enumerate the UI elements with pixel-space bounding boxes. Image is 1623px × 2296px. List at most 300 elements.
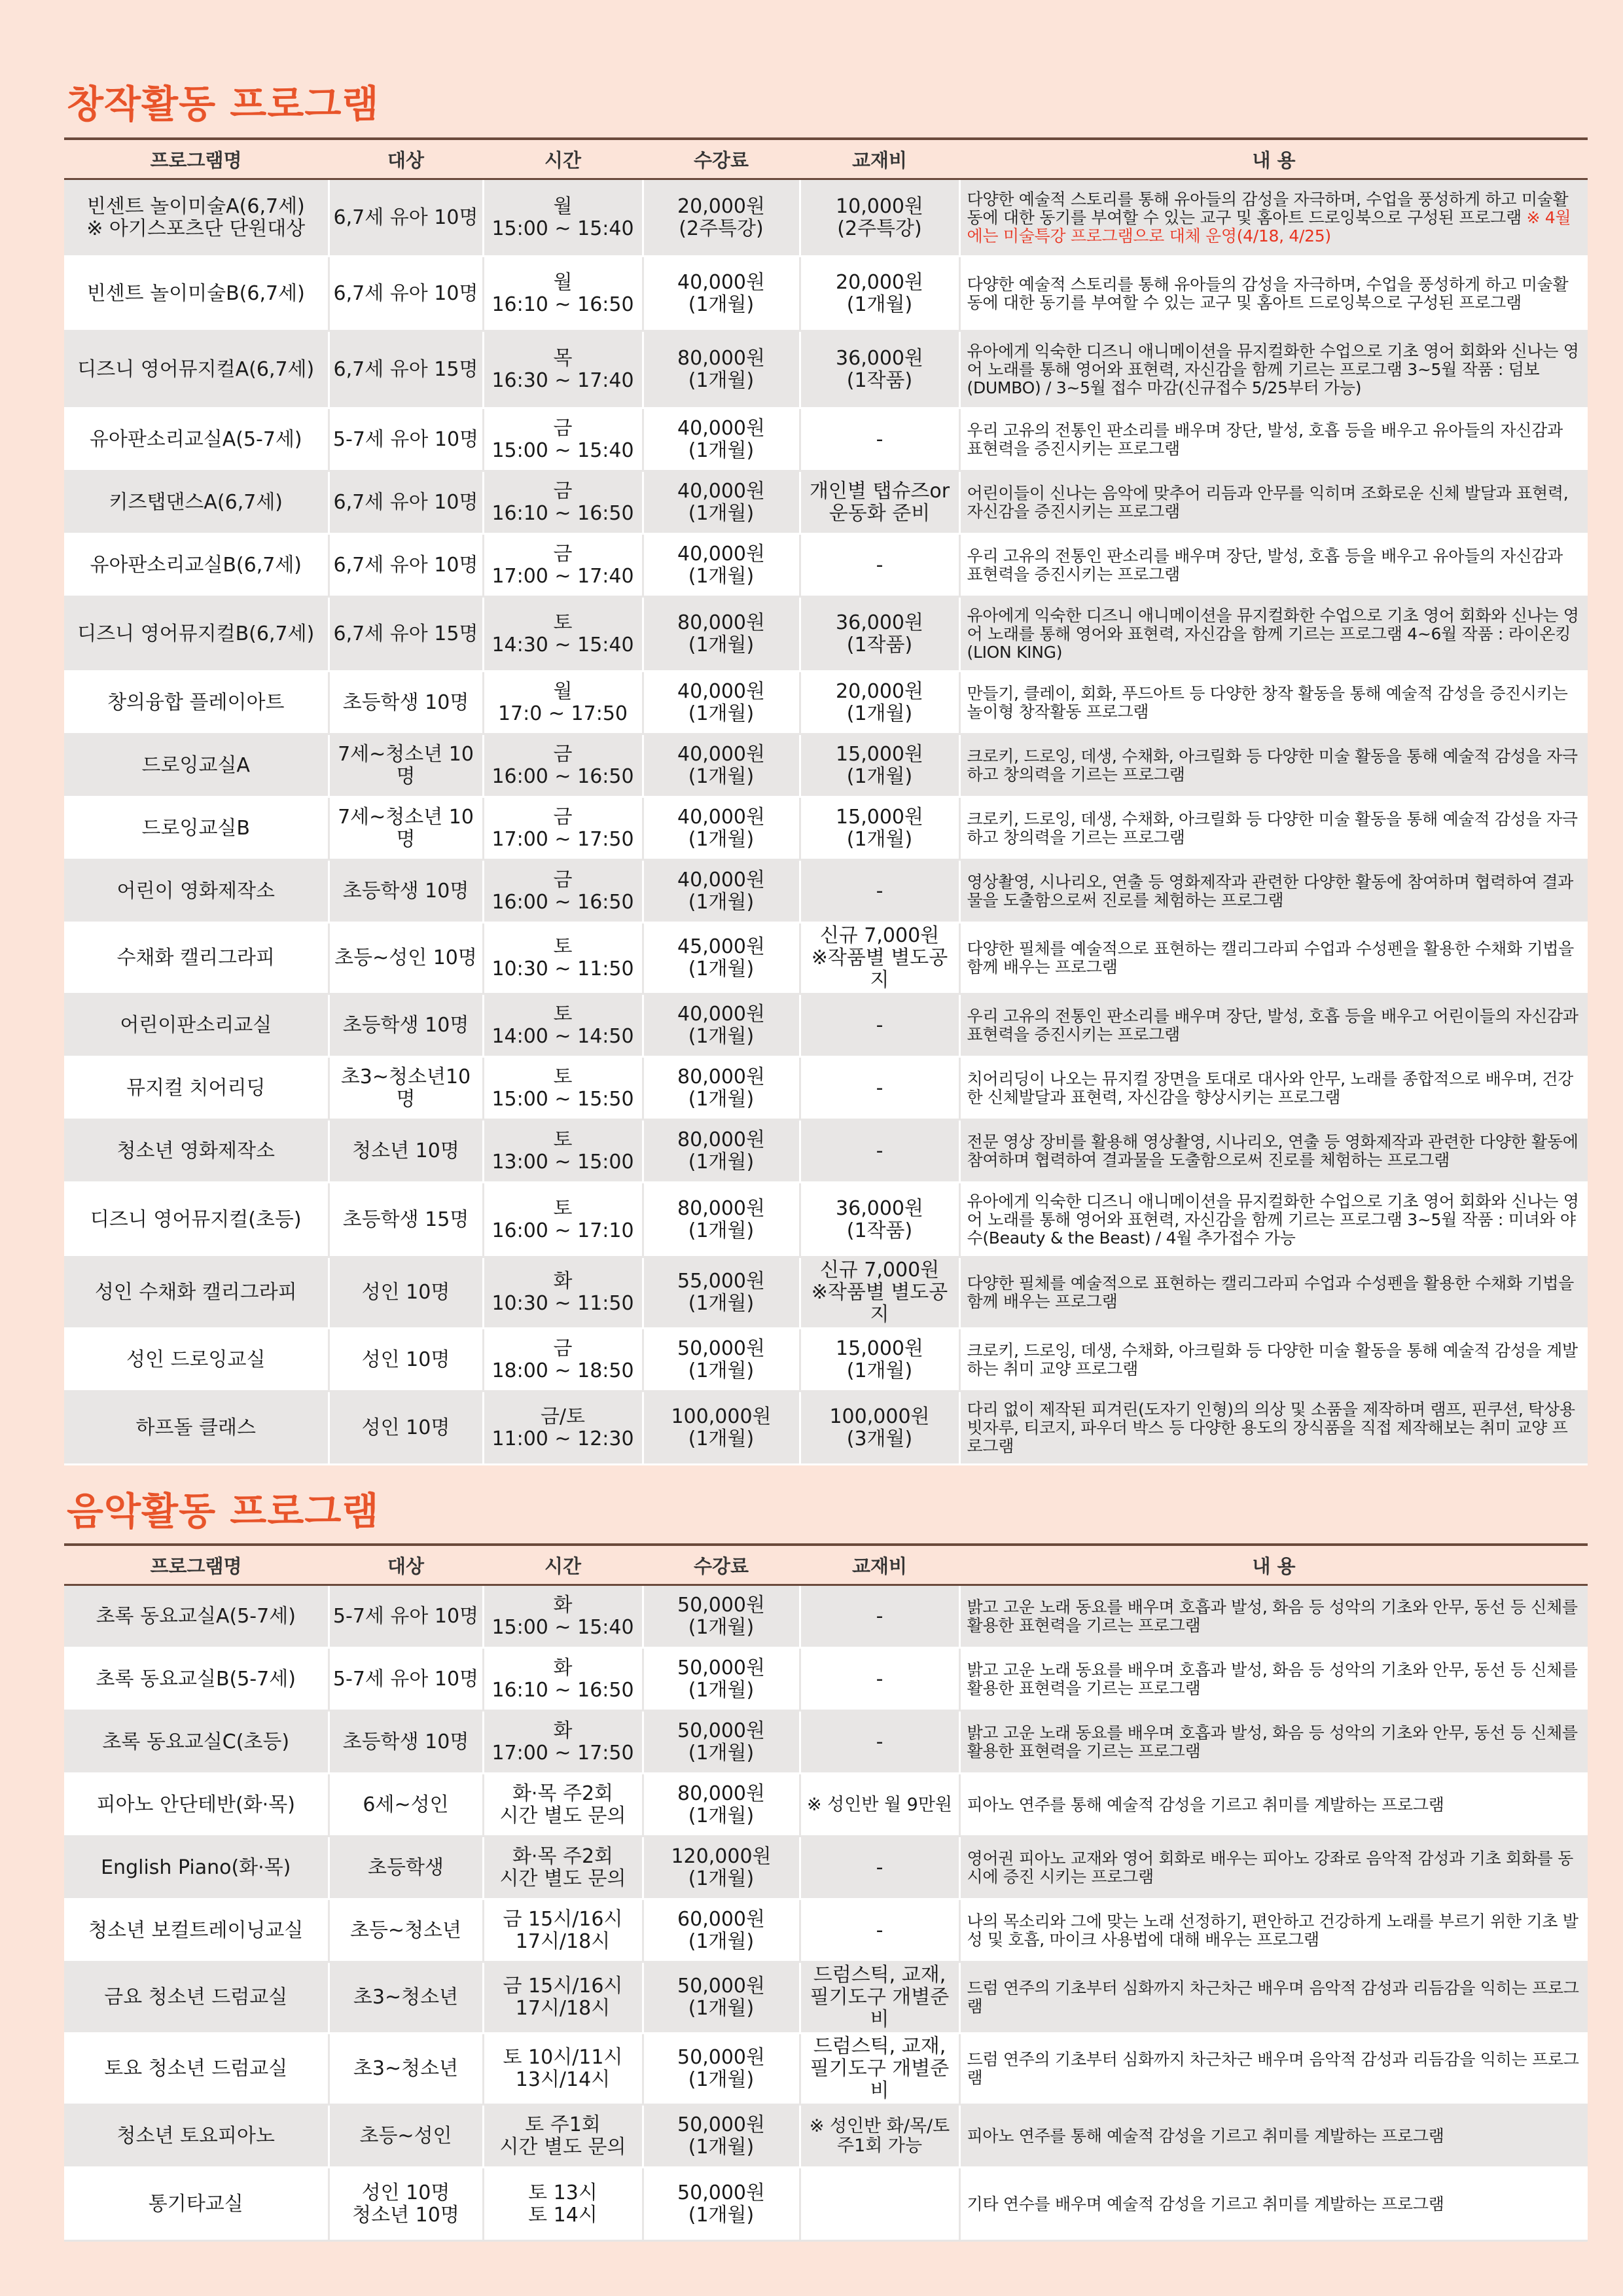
fee-amount: 40,000원	[677, 416, 765, 440]
description-notice: ※ 4월에는 미술특강 프로그램으로 대체 운영(4/18, 4/25)	[967, 207, 1571, 245]
header-fee: 수강료	[643, 1545, 800, 1585]
time-day: 금	[553, 805, 573, 829]
table-row	[64, 1057, 1588, 1120]
description: 피아노 연주를 통해 예술적 감성을 기르고 취미를 계발하는 프로그램	[967, 1795, 1444, 1814]
program-name-cell	[64, 1257, 329, 1329]
program-name-cell	[64, 408, 329, 471]
target-cell	[329, 1183, 483, 1257]
time-cell	[483, 597, 643, 672]
material-note: (1개월)	[846, 702, 913, 725]
fee-amount: 80,000원	[677, 1065, 765, 1088]
target: 6,7세 유아 15명	[333, 622, 478, 645]
description-cell	[959, 2168, 1588, 2241]
fee-cell	[643, 1774, 800, 1837]
material-cost: -	[876, 553, 883, 577]
fee-amount: 50,000원	[677, 1975, 765, 1998]
table-row	[64, 1329, 1588, 1391]
material-cost: ※ 성인반 월 9만원	[806, 1794, 953, 1815]
description-cell	[959, 408, 1588, 471]
program-name: 어린이판소리교실	[120, 1013, 272, 1037]
table-row	[64, 471, 1588, 534]
time-range: 16:30 ~ 17:40	[491, 368, 634, 392]
program-name-cell	[64, 471, 329, 534]
material-cost: -	[876, 1604, 883, 1628]
header-program-name: 프로그램명	[64, 1545, 329, 1585]
material-cell	[800, 1391, 959, 1465]
description: 우리 고유의 전통인 판소리를 배우며 장단, 발성, 호흡 등을 배우고 어린이들의 자신감과 표현력을 증진시키는 프로그램	[967, 1006, 1578, 1044]
program-name: 뮤지컬 치어리딩	[126, 1076, 266, 1100]
program-name: 디즈니 영어뮤지컬A(6,7세)	[77, 357, 315, 381]
material-cost: 100,000원	[829, 1405, 930, 1428]
time-range: 17:00 ~ 17:50	[491, 827, 634, 851]
target-cell	[329, 1711, 483, 1774]
program-name-cell	[64, 2105, 329, 2168]
material-cell	[800, 179, 959, 257]
fee-amount: 50,000원	[677, 1336, 765, 1360]
program-name: 드로잉교실B	[141, 816, 250, 840]
material-note: 필기도구 개별준비	[810, 1986, 950, 2031]
target-cell	[329, 1774, 483, 1837]
time-range: 15:00 ~ 15:40	[491, 1615, 634, 1639]
fee-amount: 120,000원	[671, 1844, 772, 1868]
fee-period: (1개월)	[688, 633, 755, 656]
time-cell	[483, 2168, 643, 2241]
music-program-table	[64, 1543, 1588, 2242]
description-cell	[959, 1183, 1588, 1257]
material-cell	[800, 672, 959, 734]
material-note: 필기도구 개별준비	[810, 2057, 950, 2102]
fee-cell	[643, 1057, 800, 1120]
material-cost: 36,000원	[836, 1196, 923, 1220]
time-cell	[483, 331, 643, 408]
time-day: 월	[553, 679, 573, 703]
program-name-cell	[64, 597, 329, 672]
program-name-cell	[64, 179, 329, 257]
table-row	[64, 923, 1588, 994]
material-cell	[800, 471, 959, 534]
time-cell	[483, 1057, 643, 1120]
target-cell	[329, 179, 483, 257]
table-row	[64, 534, 1588, 597]
description-cell	[959, 1585, 1588, 1648]
description: 다양한 예술적 스토리를 통해 유아들의 감성을 자극하며, 수업을 풍성하게 하고 미술활동에 대한 동기를 부여할 수 있는 교구 및 홈아트 드로잉북으로 구성된 프로그램	[967, 189, 1569, 227]
time-cell	[483, 2105, 643, 2168]
description: 어린이들이 신나는 음악에 맞추어 리듬과 안무를 익히며 조화로운 신체 발달과 표현력, 자신감을 증진시키는 프로그램	[967, 483, 1569, 521]
table-row	[64, 179, 1588, 257]
program-name-cell	[64, 1057, 329, 1120]
time-range: 17:00 ~ 17:50	[491, 1741, 634, 1765]
fee-cell	[643, 923, 800, 994]
time-cell	[483, 1120, 643, 1183]
material-cell	[800, 1711, 959, 1774]
fee-period: (1개월)	[688, 439, 755, 462]
description: 기타 연수를 배우며 예술적 감성을 기르고 취미를 계발하는 프로그램	[967, 2194, 1444, 2214]
target: 초등학생 15명	[342, 1208, 469, 1231]
time-range: 16:00 ~ 16:50	[491, 764, 634, 788]
fee-cell	[643, 2034, 800, 2105]
fee-cell	[643, 179, 800, 257]
program-name: 성인 수채화 캘리그라피	[94, 1281, 297, 1304]
target-cell	[329, 672, 483, 734]
time-day: 화	[553, 1656, 573, 1679]
program-name: 성인 드로잉교실	[126, 1348, 266, 1371]
material-cell	[800, 257, 959, 331]
fee-amount: 50,000원	[677, 1719, 765, 1742]
fee-amount: 40,000원	[677, 1002, 765, 1026]
description: 다리 없이 제작된 피겨린(도자기 인형)의 의상 및 소품을 제작하며 램프, 핀쿠션, 탁상용 빗자루, 티코지, 파우더 박스 등 다양한 용도의 장식품을 직접 제작해보는 취미 교양 프로그램	[967, 1399, 1575, 1456]
target-cell	[329, 1391, 483, 1465]
fee-period: (1개월)	[688, 564, 755, 588]
program-name-cell	[64, 331, 329, 408]
material-cost: 20,000원	[836, 679, 923, 703]
program-name-cell	[64, 1837, 329, 1899]
fee-cell	[643, 331, 800, 408]
fee-amount: 40,000원	[677, 868, 765, 891]
material-cost: -	[876, 1139, 883, 1162]
program-name-cell	[64, 2168, 329, 2241]
material-cell	[800, 597, 959, 672]
target: 6,7세 유아 10명	[333, 206, 478, 229]
table-row	[64, 2168, 1588, 2241]
time-cell	[483, 1899, 643, 1962]
time-day: 화	[553, 1719, 573, 1742]
table-row	[64, 734, 1588, 797]
table-row	[64, 1899, 1588, 1962]
fee-period: (1개월)	[688, 958, 755, 980]
time-cell	[483, 1774, 643, 1837]
description: 다양한 예술적 스토리를 통해 유아들의 감성을 자극하며, 수업을 풍성하게 하고 미술활동에 대한 동기를 부여할 수 있는 교구 및 홈아트 드로잉북으로 구성된 프로그램	[967, 274, 1569, 312]
description-cell	[959, 923, 1588, 994]
target: 성인 10명	[361, 1281, 450, 1304]
description-cell	[959, 860, 1588, 923]
material-cost: 15,000원	[836, 1336, 923, 1360]
target: 성인 10명	[361, 1348, 450, 1371]
table-row	[64, 1774, 1588, 1837]
time-range: 시간 별도 문의	[499, 1804, 626, 1827]
table-row	[64, 1585, 1588, 1648]
table-row	[64, 1183, 1588, 1257]
fee-cell	[643, 2105, 800, 2168]
program-name-cell	[64, 1899, 329, 1962]
fee-amount: 40,000원	[677, 805, 765, 829]
fee-amount: 80,000원	[677, 346, 765, 370]
time-day: 금	[553, 1336, 573, 1360]
program-name-cell	[64, 1183, 329, 1257]
target: 7세~청소년 10명	[338, 805, 474, 851]
fee-period: (1개월)	[688, 1292, 755, 1315]
program-name-cell	[64, 1585, 329, 1648]
time-day: 화	[553, 1270, 573, 1293]
fee-period: (1개월)	[688, 1804, 755, 1827]
target: 초등학생	[368, 1856, 444, 1879]
fee-amount: 20,000원	[677, 194, 765, 218]
description-cell	[959, 1120, 1588, 1183]
material-cost: ※ 성인반 화/목/토	[809, 2115, 950, 2136]
description: 다양한 필체를 예술적으로 표현하는 캘리그라피 수업과 수성펜을 활용한 수채화 기법을 함께 배우는 프로그램	[967, 1274, 1574, 1311]
material-cell	[800, 1120, 959, 1183]
material-note: 운동화 준비	[829, 501, 931, 525]
target-cell	[329, 2105, 483, 2168]
description: 영상촬영, 시나리오, 연출 등 영화제작과 관련한 다양한 활동에 참여하며 협력하여 결과물을 도출함으로써 진로를 체험하는 프로그램	[967, 872, 1574, 910]
time-day: 토	[553, 1002, 573, 1026]
time-range: 토 14시	[528, 2203, 597, 2227]
time-cell	[483, 179, 643, 257]
fee-period: (1개월)	[688, 1087, 755, 1111]
time-day: 금	[553, 742, 573, 766]
creative-header-row	[64, 139, 1588, 179]
description-cell	[959, 179, 1588, 257]
target: 초등학생 10명	[342, 1730, 469, 1753]
description-cell	[959, 597, 1588, 672]
program-name-cell	[64, 994, 329, 1057]
time-cell	[483, 471, 643, 534]
target-cell	[329, 994, 483, 1057]
description-cell	[959, 2105, 1588, 2168]
fee-cell	[643, 1648, 800, 1711]
fee-amount: 45,000원	[677, 935, 765, 958]
material-cost: -	[876, 427, 883, 451]
time-range: 10:30 ~ 11:50	[491, 958, 634, 980]
table-row	[64, 672, 1588, 734]
fee-cell	[643, 797, 800, 860]
fee-period: (1개월)	[688, 293, 755, 316]
header-material: 교재비	[800, 1545, 959, 1585]
material-cell	[800, 1774, 959, 1837]
program-name: 초록 동요교실B(5-7세)	[96, 1667, 296, 1691]
time-range: 15:00 ~ 15:40	[491, 217, 634, 240]
time-day: 금	[553, 868, 573, 891]
target-cell	[329, 923, 483, 994]
material-cost: 개인별 탭슈즈or	[809, 479, 950, 503]
time-cell	[483, 994, 643, 1057]
description-cell	[959, 1837, 1588, 1899]
material-cell	[800, 1899, 959, 1962]
material-cost: -	[876, 1076, 883, 1100]
fee-cell	[643, 1899, 800, 1962]
program-name: 빈센트 놀이미술B(6,7세)	[86, 281, 305, 305]
time-day: 화·목 주2회	[512, 1782, 614, 1805]
fee-amount: 80,000원	[677, 1128, 765, 1151]
fee-amount: 80,000원	[677, 1196, 765, 1220]
description: 우리 고유의 전통인 판소리를 배우며 장단, 발성, 호흡 등을 배우고 유아들의 자신감과 표현력을 증진시키는 프로그램	[967, 420, 1563, 458]
time-cell	[483, 860, 643, 923]
description-cell	[959, 534, 1588, 597]
target-cell	[329, 1648, 483, 1711]
table-row	[64, 331, 1588, 408]
header-material: 교재비	[800, 139, 959, 179]
program-name-cell	[64, 1962, 329, 2034]
time-range: 13:00 ~ 15:00	[491, 1150, 634, 1174]
table-row	[64, 1837, 1588, 1899]
table-row	[64, 597, 1588, 672]
fee-cell	[643, 1711, 800, 1774]
fee-period: (1개월)	[688, 1024, 755, 1048]
material-cell	[800, 734, 959, 797]
table-row	[64, 1962, 1588, 2034]
program-name: 초록 동요교실A(5-7세)	[96, 1604, 296, 1628]
material-cost: -	[876, 1856, 883, 1879]
description: 피아노 연주를 통해 예술적 감성을 기르고 취미를 계발하는 프로그램	[967, 2126, 1444, 2145]
fee-period: (1개월)	[688, 702, 755, 725]
material-cell	[800, 1329, 959, 1391]
description: 유아에게 익숙한 디즈니 애니메이션을 뮤지컬화한 수업으로 기초 영어 회화와 신나는 영어 노래를 통해 영어와 표현력, 자신감을 함께 기르는 프로그램 4~6월 작품 : 라이온킹(LION KING)	[967, 605, 1579, 662]
target-cell	[329, 2034, 483, 2105]
fee-cell	[643, 1391, 800, 1465]
target-cell	[329, 597, 483, 672]
time-day: 월	[553, 194, 573, 218]
table-row	[64, 797, 1588, 860]
target: 초3~청소년10명	[340, 1065, 471, 1111]
fee-period: (1개월)	[688, 827, 755, 851]
fee-cell	[643, 672, 800, 734]
fee-cell	[643, 408, 800, 471]
time-cell	[483, 1183, 643, 1257]
time-range: 17:00 ~ 17:40	[491, 564, 634, 588]
target: 초등~성인 10명	[334, 946, 477, 969]
time-range: 17시/18시	[515, 1997, 611, 2020]
fee-period: (1개월)	[688, 2068, 755, 2091]
description: 우리 고유의 전통인 판소리를 배우며 장단, 발성, 호흡 등을 배우고 유아들의 자신감과 표현력을 증진시키는 프로그램	[967, 546, 1563, 584]
material-note: (1개월)	[846, 764, 913, 788]
target-cell	[329, 1329, 483, 1391]
program-name: 토요 청소년 드럼교실	[104, 2057, 288, 2080]
time-cell	[483, 408, 643, 471]
description-cell	[959, 1711, 1588, 1774]
fee-period: (1개월)	[688, 1150, 755, 1174]
time-day: 토	[553, 1196, 573, 1220]
fee-cell	[643, 1329, 800, 1391]
target-cell	[329, 2168, 483, 2241]
description: 밝고 고운 노래 동요를 배우며 호흡과 발성, 화음 등 성악의 기초와 안무, 동선 등 신체를 활용한 표현력을 기르는 프로그램	[967, 1597, 1578, 1635]
time-cell	[483, 1648, 643, 1711]
description-cell	[959, 994, 1588, 1057]
material-note: ※작품별 별도공지	[811, 1281, 948, 1326]
table-row	[64, 1711, 1588, 1774]
program-name: 금요 청소년 드럼교실	[104, 1986, 288, 2009]
target: 청소년 10명	[352, 1139, 459, 1162]
fee-cell	[643, 1837, 800, 1899]
target: 6,7세 유아 10명	[333, 490, 478, 514]
time-day: 금 15시/16시	[503, 1975, 623, 1998]
creative-section-title: 창작활동 프로그램	[67, 82, 380, 126]
program-name: 창의융합 플레이아트	[107, 691, 285, 714]
fee-cell	[643, 1962, 800, 2034]
time-cell	[483, 734, 643, 797]
description-cell	[959, 331, 1588, 408]
description: 드럼 연주의 기초부터 심화까지 차근차근 배우며 음악적 감성과 리듬감을 익히는 프로그램	[967, 2050, 1579, 2087]
fee-amount: 55,000원	[677, 1270, 765, 1293]
description: 전문 영상 장비를 활용해 영상촬영, 시나리오, 연출 등 영화제작과 관련한 다양한 활동에 참여하며 협력하여 결과물을 도출함으로써 진로를 체험하는 프로그램	[967, 1132, 1578, 1170]
target: 성인 10명	[361, 2181, 450, 2204]
table-row	[64, 257, 1588, 331]
material-cell	[800, 1183, 959, 1257]
description-cell	[959, 1257, 1588, 1329]
time-cell	[483, 257, 643, 331]
time-cell	[483, 1837, 643, 1899]
fee-amount: 50,000원	[677, 2181, 765, 2204]
time-day: 금	[553, 542, 573, 565]
target: 성인 10명	[361, 1416, 450, 1439]
fee-amount: 60,000원	[677, 1907, 765, 1931]
material-cell	[800, 1257, 959, 1329]
header-fee: 수강료	[643, 139, 800, 179]
fee-period: (1개월)	[688, 1678, 755, 1702]
time-range: 16:10 ~ 16:50	[491, 293, 634, 316]
fee-cell	[643, 471, 800, 534]
time-range: 11:00 ~ 12:30	[491, 1427, 634, 1450]
fee-period: (1개월)	[688, 501, 755, 525]
material-cell	[800, 1648, 959, 1711]
fee-cell	[643, 734, 800, 797]
material-cost: 36,000원	[836, 346, 923, 370]
program-name: 청소년 토요피아노	[116, 2124, 275, 2147]
program-name: 수채화 캘리그라피	[116, 946, 275, 969]
time-cell	[483, 923, 643, 994]
time-range: 시간 별도 문의	[499, 1867, 626, 1890]
time-cell	[483, 1391, 643, 1465]
description: 드럼 연주의 기초부터 심화까지 차근차근 배우며 음악적 감성과 리듬감을 익히는 프로그램	[967, 1979, 1579, 2016]
fee-period: (1개월)	[688, 1615, 755, 1639]
time-day: 토 13시	[528, 2181, 597, 2204]
fee-period: (2주특강)	[679, 217, 764, 240]
material-note: 주1회 가능	[836, 2135, 923, 2156]
description-cell	[959, 257, 1588, 331]
description: 유아에게 익숙한 디즈니 애니메이션을 뮤지컬화한 수업으로 기초 영어 회화와 신나는 영어 노래를 통해 영어와 표현력, 자신감을 함께 기르는 프로그램 3~5월 작품 : 미녀와 야수(Beauty & the Beast) / 4월 추가접수 가능	[967, 1191, 1579, 1247]
description-cell	[959, 1329, 1588, 1391]
program-name-note: ※ 아기스포츠단 단원대상	[86, 217, 306, 240]
fee-period: (1개월)	[688, 1867, 755, 1890]
target-cell	[329, 1899, 483, 1962]
fee-cell	[643, 597, 800, 672]
target-cell	[329, 1057, 483, 1120]
description-cell	[959, 471, 1588, 534]
time-day: 월	[553, 270, 573, 294]
fee-amount: 40,000원	[677, 542, 765, 565]
material-cost: 10,000원	[836, 194, 923, 218]
time-cell	[483, 1329, 643, 1391]
time-day: 토	[553, 1128, 573, 1151]
target: 7세~청소년 10명	[338, 742, 474, 788]
table-row	[64, 408, 1588, 471]
material-cell	[800, 2105, 959, 2168]
material-cost: 36,000원	[836, 611, 923, 634]
time-cell	[483, 1962, 643, 2034]
target-cell	[329, 734, 483, 797]
target-secondary: 청소년 10명	[352, 2203, 459, 2227]
time-range: 13시/14시	[515, 2068, 611, 2091]
fee-period: (1개월)	[688, 2135, 755, 2159]
fee-cell	[643, 257, 800, 331]
fee-cell	[643, 994, 800, 1057]
table-row	[64, 860, 1588, 923]
description: 유아에게 익숙한 디즈니 애니메이션을 뮤지컬화한 수업으로 기초 영어 회화와 신나는 영어 노래를 통해 영어와 표현력, 자신감을 함께 기르는 프로그램 3~5월 작품 : 덤보(DUMBO) / 3~5월 접수 마감(신규접수 5/25부터 가능)	[967, 341, 1579, 397]
target: 6세~성인	[363, 1793, 449, 1816]
material-cost: 드럼스틱, 교재,	[813, 1964, 946, 1986]
time-cell	[483, 1711, 643, 1774]
target: 초등~성인	[359, 2124, 452, 2147]
fee-amount: 40,000원	[677, 742, 765, 766]
target: 5-7세 유아 10명	[332, 1667, 479, 1691]
target-cell	[329, 1585, 483, 1648]
material-cost: 15,000원	[836, 805, 923, 829]
time-cell	[483, 2034, 643, 2105]
time-range: 16:10 ~ 16:50	[491, 1678, 634, 1702]
program-name: 초록 동요교실C(초등)	[102, 1730, 290, 1753]
material-note: (1작품)	[846, 368, 913, 392]
table-row	[64, 1257, 1588, 1329]
time-day: 토 10시/11시	[503, 2046, 623, 2069]
time-day: 토	[553, 611, 573, 634]
